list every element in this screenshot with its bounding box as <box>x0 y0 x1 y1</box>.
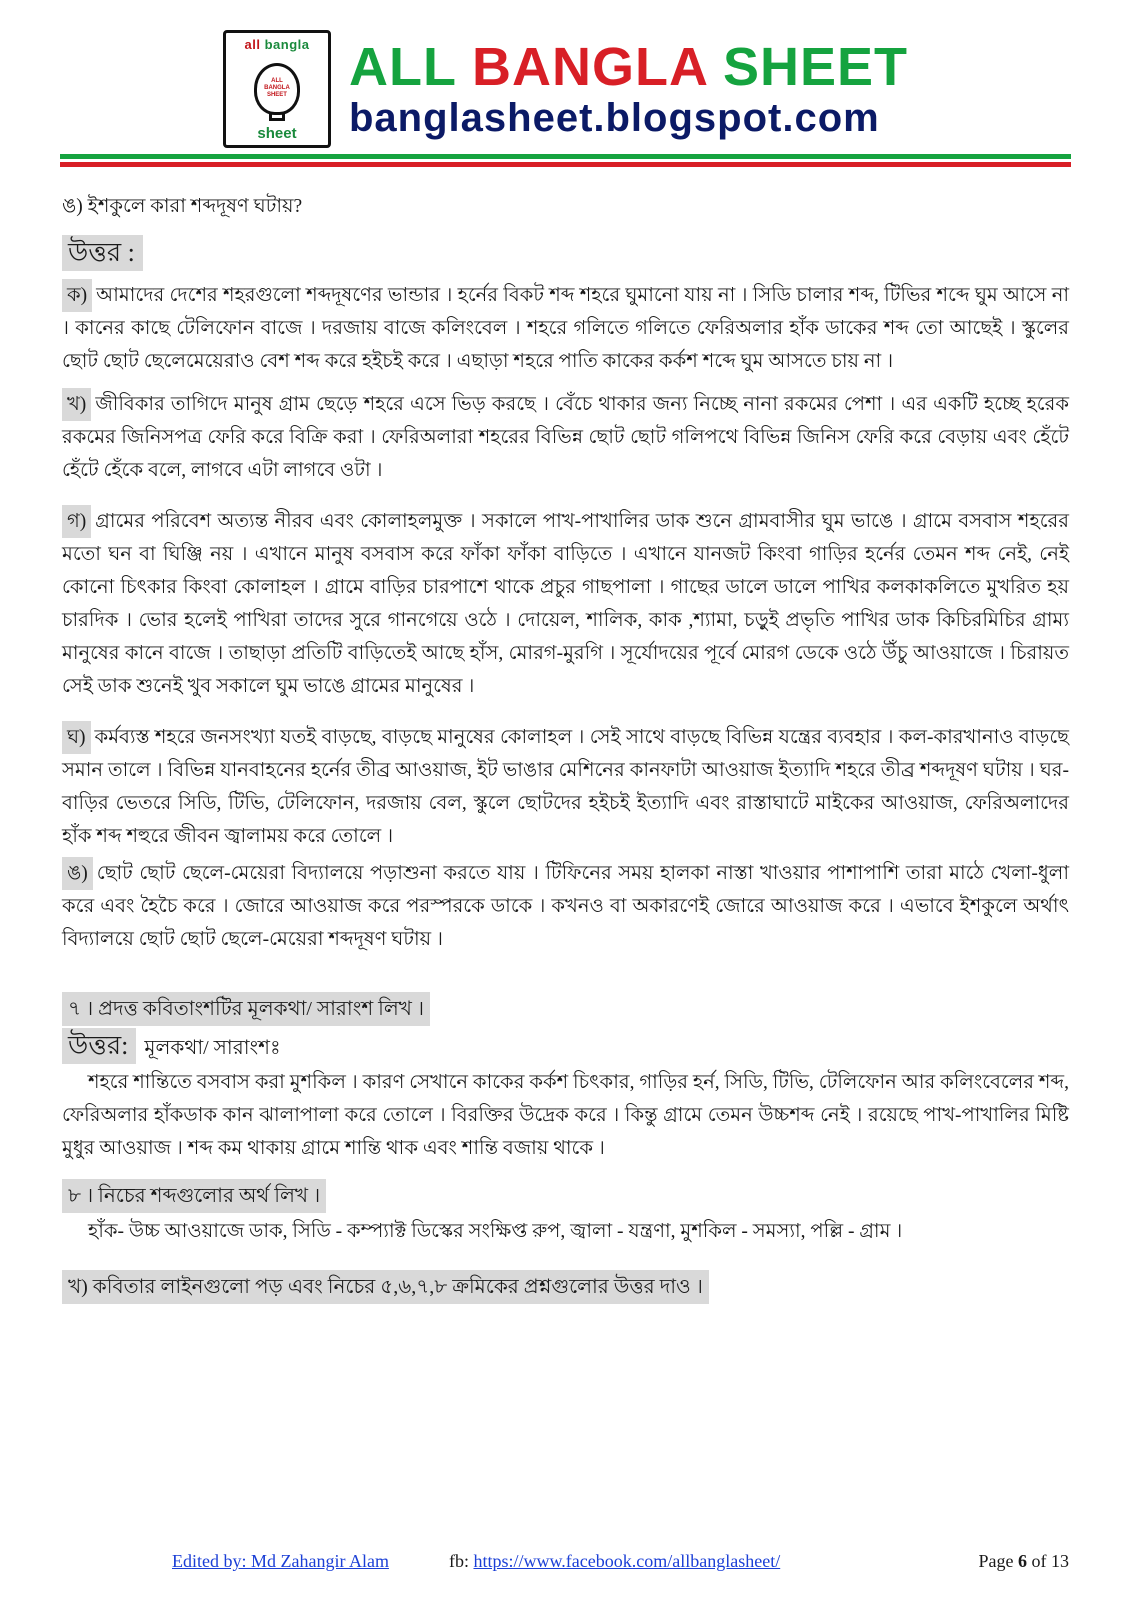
answer-7-label: উত্তর: <box>62 1028 136 1064</box>
logo-inner-line3: SHEET <box>266 92 287 98</box>
banner-text-block <box>349 38 908 140</box>
divider-green <box>60 154 1071 159</box>
question-kha-section-wrap <box>62 1260 1069 1306</box>
banner-title-part2: BANGLA <box>471 37 723 97</box>
logo-top-right: bangla <box>264 37 310 52</box>
paragraph-kha <box>62 388 1069 487</box>
banner-title-part1: ALL <box>348 37 472 97</box>
paragraph-ga <box>62 505 1069 703</box>
paragraph-ka <box>62 279 1069 378</box>
answer-7-label-wrap <box>62 1028 1069 1066</box>
banner-title <box>349 38 908 96</box>
spacer-4 <box>62 1252 1069 1260</box>
spacer-2 <box>62 713 1069 721</box>
logo-inner-line1: ALL <box>271 78 283 84</box>
logo-inner-text <box>264 78 290 99</box>
question-kha-section: খ) কবিতার লাইনগুলো পড় এবং নিচের ৫,৬,৭,৮ ক্রমিকের প্রশ্নগুলোর উত্তর দাও । <box>62 1270 709 1304</box>
paragraph-ka-text: আমাদের দেশের শহরগুলো শব্দদূষণের ভান্ডার । হর্নের বিকট শব্দ শহরে ঘুমানো যায় না । সিডি চালার শব্দ, টিভির শব্দে ঘুম আসে না । কানের কাছে টেলিফোন বাজে । দরজায় বাজে কলিংবেল । শহরে গলিতে গলিতে ফেরিঅলার হাঁক ডাকের শব্দ তো আছেই । স্কুলের ছোট ছোট ছেলেমেয়েরাও বেশ শব্দ করে হইচই করে । এছাড়া শহরে পাতি কাকের কর্কশ শব্দে ঘুম আসতে চায় না । <box>62 285 1069 372</box>
marker-ka: ক) <box>62 279 92 312</box>
paragraph-ga-text: গ্রামের পরিবেশ অত্যন্ত নীরব এবং কোলাহলমুক্ত । সকালে পাখ-পাখালির ডাক শুনে গ্রামবাসীর ঘুম ভাঙে । গ্রামে বসবাস শহরের মতো ঘন বা ঘিঞ্জি নয় । এখানে মানুষ বসবাস করে ফাঁকা ফাঁকা বাড়িতে । এখানে যানজট কিংবা গাড়ির হর্নের তেমন শব্দ নেই, নেই কোনো চিৎকার কিংবা কোলাহল । গ্রামে বাড়ির চারপাশে থাকে প্রচুর গাছপালা । গাছের ডালে ডালে পাখির কলকাকলিতে মুখরিত হয় চারদিক । ভোর হলেই পাখিরা তাদের সুরে গানগেয়ে ওঠে । দোয়েল, শালিক, কাক ,শ্যামা, চড়ুই প্রভৃতি পাখির ডাক কিচিরমিচির গ্রাম্য মানুষের কানে বাজে । তাছাড়া প্রতিটি বাড়িতেই আছে হাঁস, মোরগ-মুরগি । সূর্যোদয়ের পূর্বে মোরগ ডেকে ওঠে উঁচু আওয়াজে । চিরায়ত সেই ডাক শুনেই খুব সকালে ঘুম ভাঙে গ্রামের মানুষের । <box>62 511 1069 697</box>
question-5: ঙ) ইশকুলে কারা শব্দদূষণ ঘটায়? <box>62 196 303 217</box>
question-8: ৮ । নিচের শব্দগুলোর অর্থ লিখ । <box>62 1179 326 1213</box>
answer-label-wrap <box>62 229 1069 279</box>
page-prefix: Page <box>978 1551 1018 1571</box>
paragraph-gha-text: কর্মব্যস্ত শহরে জনসংখ্যা যতই বাড়ছে, বাড়ছে মানুষের কোলাহল । সেই সাথে বাড়ছে বিভিন্ন যন্ত্রের ব্যবহার । কল-কারখানাও বাড়ছে সমান তালে । বিভিন্ন যানবাহনের হর্নের তীব্র আওয়াজ, ইট ভাঙার মেশিনের কানফাটা আওয়াজ ইত্যাদি শহরে তীব্র শব্দদূষণ ঘটায় । ঘর-বাড়ির ভেতরে সিডি, টিভি, টেলিফোন, দরজায় বেল, স্কুলে ছোটদের হইচই ইত্যাদি এবং রাস্তাঘাটে মাইকের আওয়াজ, ফেরিঅলাদের হাঁক শব্দ শহুরে জীবন জ্বালাময় করে তোলে । <box>62 727 1069 847</box>
page-current: 6 <box>1018 1551 1027 1571</box>
answer-7-subtitle: মূলকথা/ সারাংশঃ <box>144 1037 281 1059</box>
question-7: ৭ । প্রদত্ত কবিতাংশটির মূলকথা/ সারাংশ লিখ । <box>62 992 430 1026</box>
paragraph-8: হাঁক- উচ্চ আওয়াজে ডাক, সিডি - কম্প্যাক্ট ডিস্কের সংক্ষিপ্ত রুপ, জ্বালা - যন্ত্রণা, মুশকিল - সমস্যা, পল্লি - গ্রাম । <box>88 1221 903 1242</box>
paragraph-gha <box>62 721 1069 853</box>
footer-edited-by: Edited by: Md Zahangir Alam <box>172 1551 389 1571</box>
page-total: 13 <box>1051 1551 1069 1571</box>
page-footer <box>0 1551 1131 1572</box>
answer-label: উত্তর : <box>62 235 143 271</box>
paragraph-7: শহরে শান্তিতে বসবাস করা মুশকিল । কারণ সেখানে কাকের কর্কশ চিৎকার, গাড়ির হর্ন, সিডি, টিভি, টেলিফোন আর কলিংবেলের শব্দ, ফেরিঅলার হাঁকডাক কান ঝালাপালা করে তোলে । বিরক্তির উদ্রেক করে । কিন্তু গ্রামে তেমন উচ্চশব্দ নেই । রয়েছে পাখ-পাখালির মিষ্টি মুধুর আওয়াজ । শব্দ কম থাকায় গ্রামে শান্তি থাক এবং শান্তি বজায় থাকে । <box>62 1072 1069 1159</box>
marker-gha: ঘ) <box>62 721 91 754</box>
question-8-wrap <box>62 1169 1069 1215</box>
paragraph-kha-text: জীবিকার তাগিদে মানুষ গ্রাম ছেড়ে শহরে এসে ভিড় করছে । বেঁচে থাকার জন্য নিচ্ছে নানা রকমের পেশা । এর একটি হচ্ছে হরেক রকমের জিনিসপত্র ফেরি করে বিক্রি করা । ফেরিঅলারা শহরের বিভিন্ন ছোট ছোট গলিপথে বিভিন্ন জিনিস ফেরি করে বেড়ায় এবং হেঁটে হেঁটে হেঁকে বলে, লাগবে এটা লাগবে ওটা । <box>62 394 1069 481</box>
logo-top-left: all <box>244 37 261 52</box>
marker-ga: গ) <box>62 505 91 538</box>
lightbulb-icon <box>254 63 300 115</box>
document-content <box>0 167 1131 1316</box>
site-banner <box>0 0 1131 148</box>
logo-top-text <box>244 37 309 52</box>
logo-bottom-text: sheet <box>257 125 297 142</box>
footer-fb-link[interactable]: https://www.facebook.com/allbanglasheet/ <box>473 1551 781 1571</box>
footer-facebook <box>449 1551 979 1572</box>
banner-title-part3: SHEET <box>722 37 909 97</box>
paragraph-uo <box>62 857 1069 956</box>
spacer-1 <box>62 497 1069 505</box>
marker-uo: ঙ) <box>62 857 93 890</box>
banner-divider <box>0 148 1131 167</box>
banner-url: banglasheet.blogspot.com <box>348 96 880 140</box>
spacer-3 <box>62 966 1069 982</box>
logo-inner-line2: BANGLA <box>264 85 290 91</box>
site-logo <box>223 30 331 148</box>
marker-kha: খ) <box>62 388 91 421</box>
question-7-wrap <box>62 982 1069 1028</box>
footer-fb-label: fb: <box>448 1551 474 1571</box>
page-of: of <box>1027 1551 1051 1571</box>
paragraph-uo-text: ছোট ছোট ছেলে-মেয়েরা বিদ্যালয়ে পড়াশুনা করতে যায় । টিফিনের সময় হালকা নাস্তা খাওয়ার পাশাপাশি তারা মাঠে খেলা-ধুলা করে এবং হৈচৈ করে । জোরে আওয়াজ করে পরস্পরকে ডাকে । কখনও বা অকারণেই জোরে আওয়াজ করে । এভাবে ইশকুলে অর্থাৎ বিদ্যালয়ে ছোট ছোট ছেলে-মেয়েরা শব্দদূষণ ঘটায় । <box>62 863 1069 950</box>
footer-page-number <box>979 1551 1070 1572</box>
